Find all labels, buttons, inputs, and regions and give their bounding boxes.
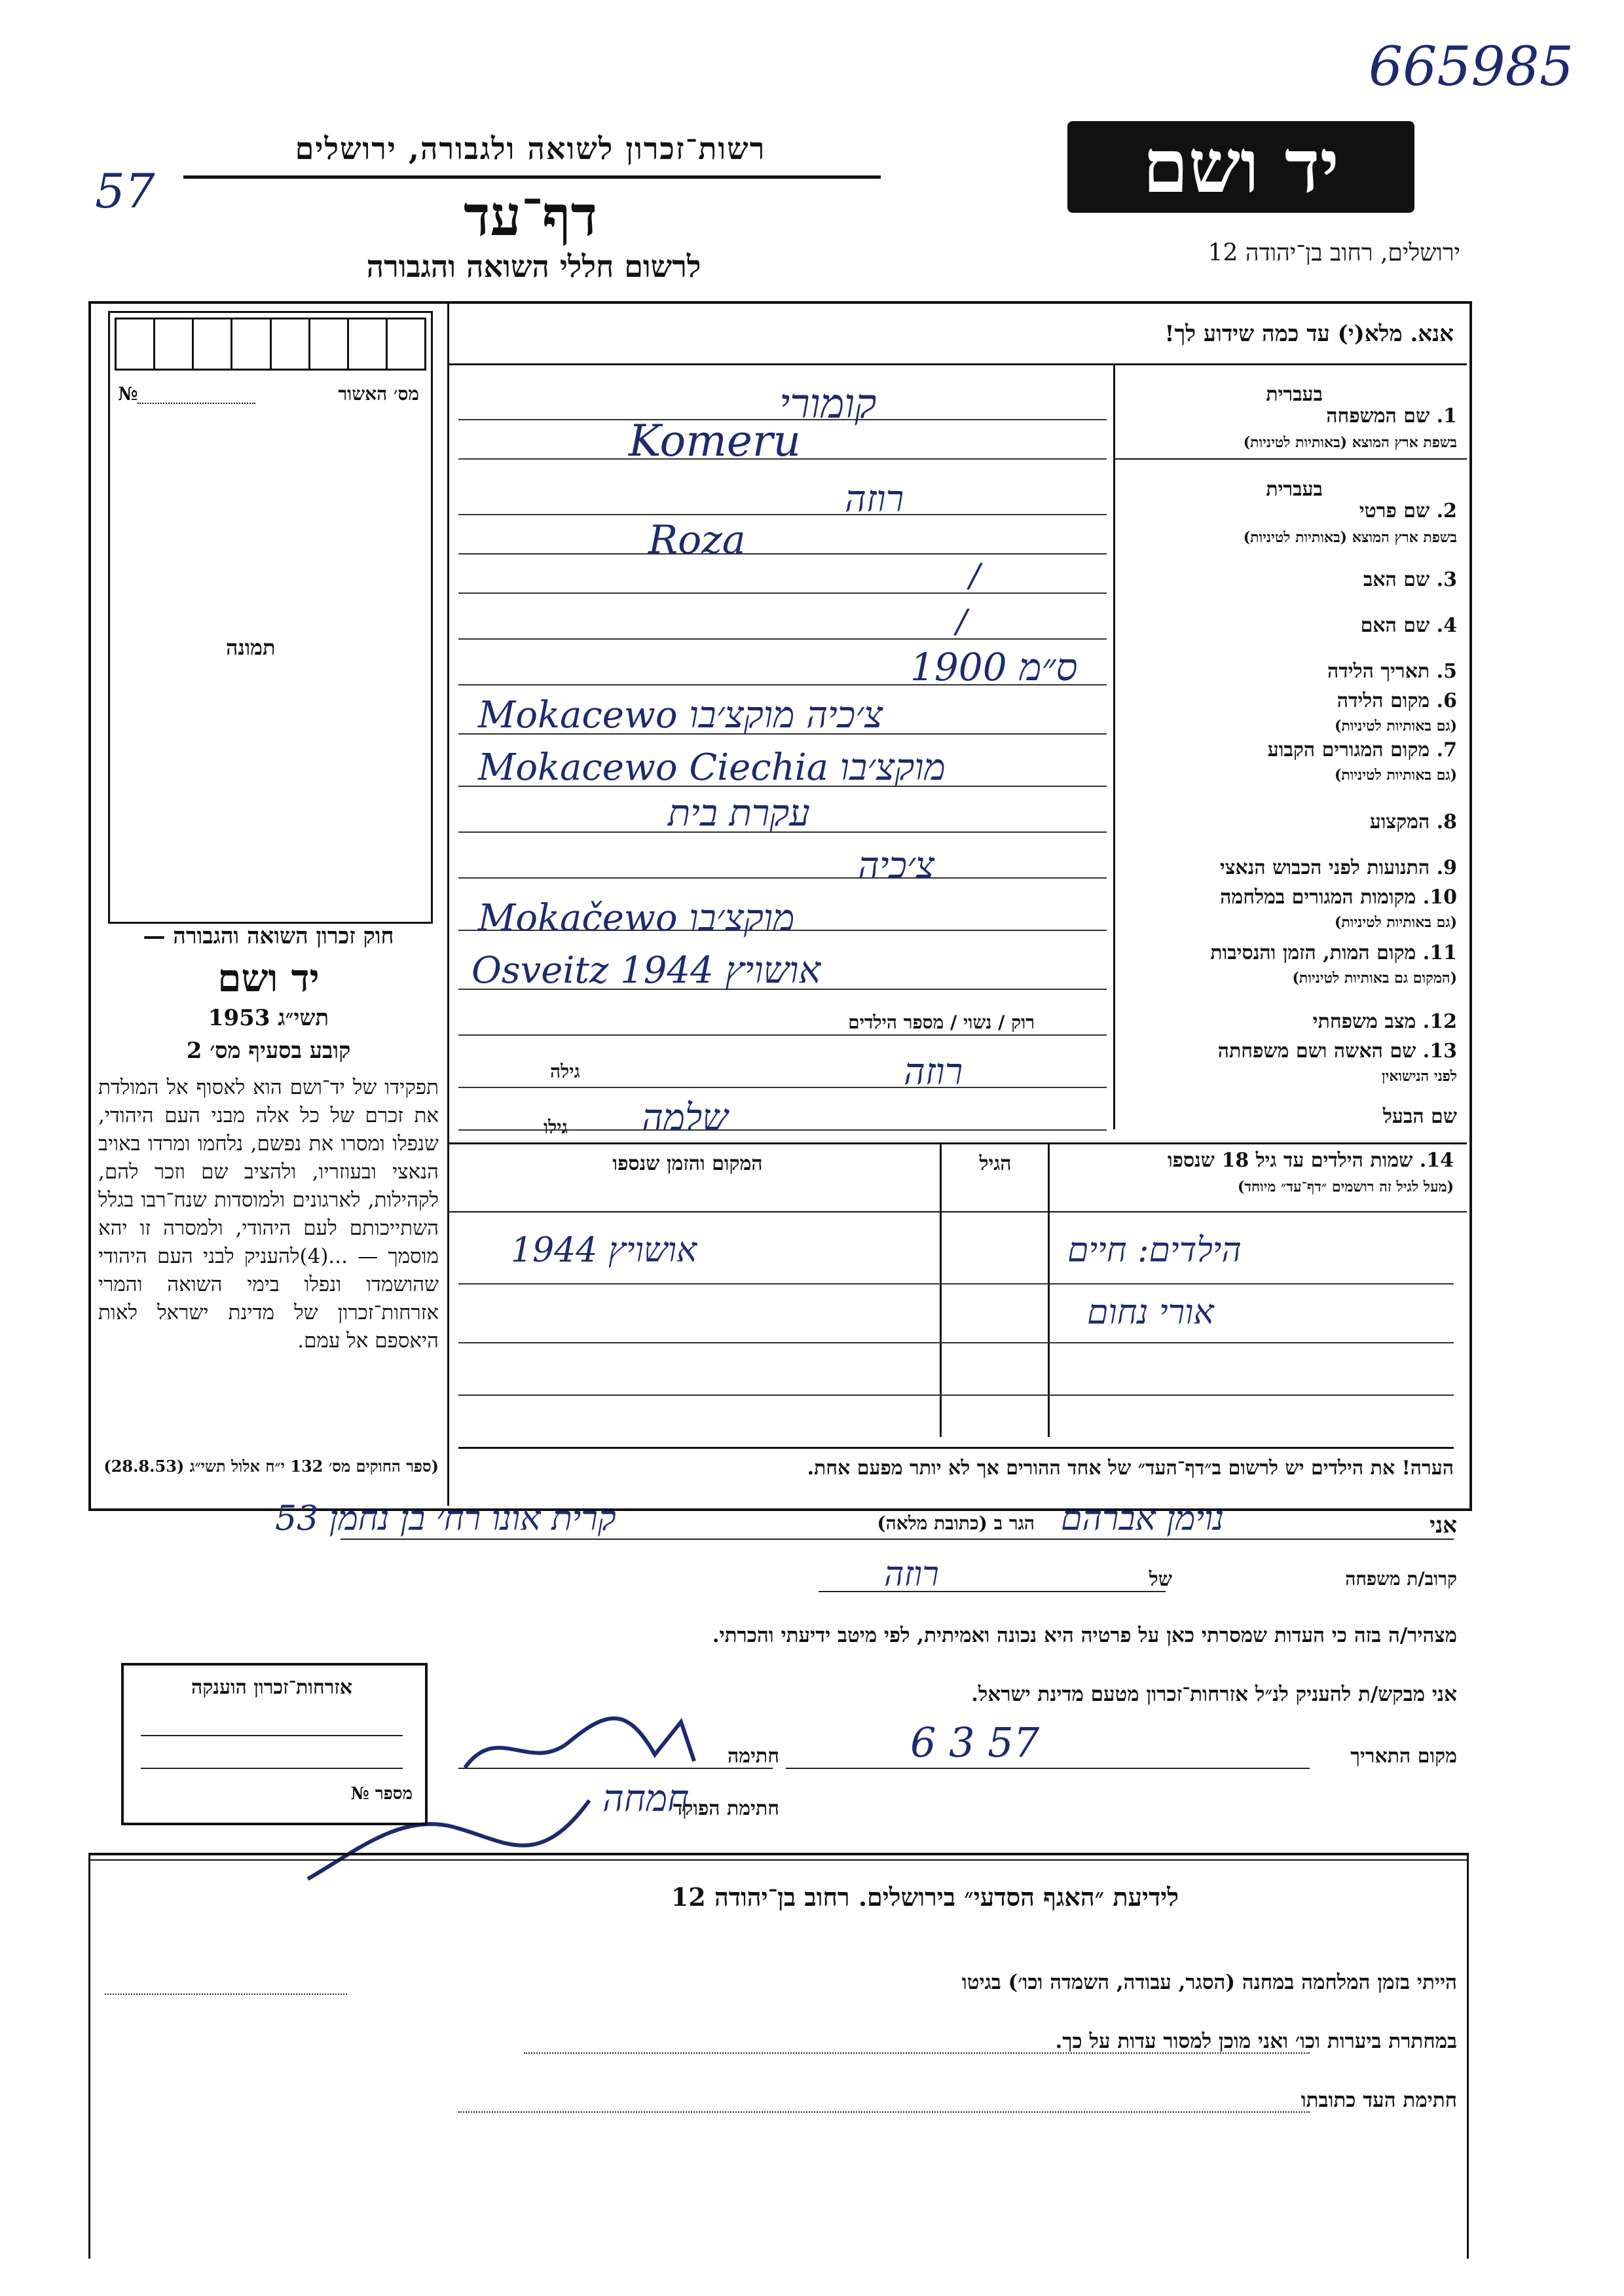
residence-value[interactable]: Mokacewo Ciechia מוקצ׳בו bbox=[478, 746, 946, 789]
field-label-wartime-residence: 10. מקומות המגורים במלחמה bbox=[1220, 886, 1457, 909]
field-label-wife-name: 13. שם האשה ושם משפחתה bbox=[1217, 1040, 1457, 1063]
law-title: חוק זכרון השואה והגבורה — bbox=[143, 923, 394, 949]
law-year: תשי״ג 1953 bbox=[208, 1005, 329, 1031]
first-name-hebrew-line[interactable] bbox=[458, 514, 1107, 515]
archive-stamp-number: 665985 bbox=[1369, 36, 1574, 98]
law-clause: קובע בסעיף מס׳ 2 bbox=[186, 1038, 351, 1064]
photo-label: תמונה bbox=[226, 635, 276, 660]
children-place-header: המקום והזמן שנספו bbox=[612, 1152, 763, 1175]
confirmation-number-boxes[interactable] bbox=[115, 318, 426, 371]
field-label-residence: 7. מקום המגורים הקבוע bbox=[1267, 738, 1457, 761]
father-line[interactable] bbox=[458, 592, 1107, 594]
relation-value[interactable]: רוזה bbox=[884, 1555, 939, 1594]
bottom-notice: לידיעת ״האגף הסדעי״ בירושלים. רחוב בן־יהודה 12 bbox=[671, 1882, 1179, 1912]
in-hebrew-label: בעברית bbox=[1266, 383, 1323, 406]
confirmation-field[interactable] bbox=[138, 403, 255, 404]
wife-name-line[interactable] bbox=[458, 1087, 1107, 1088]
page-subtitle: לרשום חללי השואה והגבורה bbox=[366, 249, 701, 284]
law-organization: יד ושם bbox=[217, 956, 320, 1000]
citizenship-box-number: מספר № bbox=[350, 1784, 413, 1804]
movements-value[interactable]: צ׳כיה bbox=[858, 845, 935, 887]
bottom-line-3: חתימת העד כתובתו bbox=[1301, 2088, 1457, 2112]
statement-2: אני מבקש/ת להעניק לנ״ל אזרחות־זכרון מטעם מדינת ישראל. bbox=[971, 1683, 1457, 1706]
family-name-hebrew-value[interactable]: קומורי bbox=[779, 380, 877, 428]
movements-line[interactable] bbox=[458, 877, 1107, 879]
birth-date-value[interactable]: 1900 ס״מ bbox=[910, 645, 1078, 689]
officer-label: חתימת הפוקד bbox=[673, 1797, 779, 1820]
confirmation-no-label: № bbox=[118, 383, 138, 405]
form-note: הערה! את הילדים יש לרשום ב״דף־העד״ של אחד ההורים אך לא יותר מפעם אחת. bbox=[458, 1447, 1454, 1496]
field-label-mother: 4. שם האם bbox=[1360, 614, 1457, 637]
declarant-line bbox=[341, 1539, 1454, 1540]
bottom-left-border bbox=[88, 1853, 90, 2259]
field-label-death: 11. מקום המות, הזמן והנסיבות bbox=[1210, 941, 1457, 964]
husband-age-label: גילו bbox=[544, 1116, 568, 1138]
field-sub-first-name: בשפת ארץ המוצא (באותיות לטיניות) bbox=[1243, 529, 1457, 546]
relation-label: קרוב/ת משפחה bbox=[1345, 1568, 1457, 1590]
bottom-right-border bbox=[1467, 1853, 1469, 2259]
citizenship-box-title: אזרחות־זכרון הוענקה bbox=[191, 1676, 353, 1699]
birth-place-value[interactable]: Mokacewo צ׳כיה מוקצ׳בו bbox=[478, 694, 883, 737]
wife-name-value[interactable]: רוזה bbox=[904, 1051, 963, 1093]
field-label-family-name: 1. שם המשפחה bbox=[1326, 405, 1457, 428]
citizenship-line-1[interactable] bbox=[141, 1735, 403, 1736]
children-row-2-line[interactable] bbox=[458, 1342, 1454, 1343]
field-sub-birth-place: (גם באותיות לטיניות) bbox=[1334, 718, 1457, 735]
first-name-latin-line[interactable] bbox=[458, 553, 1107, 555]
bottom-field-underground[interactable] bbox=[524, 2052, 1310, 2054]
field-sub-death: (המקום גם באותיות לטיניות) bbox=[1292, 970, 1457, 987]
statement-1: מצהיר/ה בזה כי העדות שמסרתי כאן על פרטיה היא נכונה ואמיתית, לפי מיטב ידיעתי והכרתי. bbox=[712, 1624, 1457, 1647]
mother-line[interactable] bbox=[458, 638, 1107, 640]
date-value[interactable]: 6 3 57 bbox=[910, 1719, 1040, 1766]
bottom-separator-2 bbox=[88, 1859, 1467, 1861]
yad-vashem-logo: יד ושם bbox=[1067, 121, 1414, 213]
children-row-separator bbox=[447, 1211, 1467, 1212]
bottom-line-1: הייתי בזמן המלחמה במחנה (הסגר, עבודה, השמדה וכו׳) בגיטו bbox=[961, 1971, 1457, 1994]
children-table-top bbox=[447, 1142, 1467, 1144]
bottom-separator bbox=[88, 1853, 1467, 1855]
child-name-1[interactable]: הילדים: חיים bbox=[1067, 1231, 1242, 1270]
family-status-options[interactable]: רוק / נשוי / מספר הילדים bbox=[848, 1011, 1035, 1033]
row-separator bbox=[1113, 458, 1467, 460]
side-number: 57 bbox=[95, 164, 155, 219]
children-column-border bbox=[940, 1142, 942, 1437]
bottom-field-ghetto[interactable] bbox=[105, 1994, 347, 1995]
authority-underline bbox=[183, 175, 881, 179]
father-value[interactable]: / bbox=[969, 556, 980, 594]
officer-value[interactable]: חמחה bbox=[602, 1777, 690, 1820]
field-label-profession: 8. המקצוע bbox=[1369, 811, 1457, 833]
children-row-3-line[interactable] bbox=[458, 1394, 1454, 1396]
law-source: (ספר החוקים מס׳ 132 י״ח אלול תשי״ג (28.8.53) bbox=[103, 1457, 439, 1476]
field-sub-wife-name: לפני הנישואין bbox=[1381, 1068, 1457, 1085]
family-status-line[interactable] bbox=[458, 1034, 1107, 1036]
wartime-residence-value[interactable]: Mokačewo מוקצ׳בו bbox=[478, 897, 795, 939]
first-name-latin-value[interactable]: Roza bbox=[648, 517, 746, 563]
field-sub-residence: (גם באותיות לטיניות) bbox=[1334, 767, 1457, 784]
page-title: דף־עד bbox=[463, 183, 597, 248]
declarant-label: אני bbox=[1430, 1512, 1457, 1539]
children-names-header: 14. שמות הילדים עד גיל 18 שנספו bbox=[1167, 1149, 1454, 1172]
field-label-birth-date: 5. תאריך הלידה bbox=[1327, 660, 1457, 683]
citizenship-line-2[interactable] bbox=[141, 1768, 403, 1769]
field-label-father: 3. שם האב bbox=[1363, 568, 1457, 591]
label-column-border bbox=[1113, 363, 1115, 1129]
field-label-family-status: 12. מצב משפחתי bbox=[1312, 1010, 1457, 1033]
confirmation-label: מס׳ האשור bbox=[338, 383, 419, 405]
children-row-1-line[interactable] bbox=[458, 1283, 1454, 1285]
child-place-1[interactable]: אושויץ 1944 bbox=[511, 1231, 697, 1270]
children-age-header: הגיל bbox=[979, 1152, 1012, 1175]
mother-value[interactable]: / bbox=[956, 602, 967, 640]
date-line bbox=[786, 1768, 1310, 1769]
authority-name: רשות־זכרון לשואה ולגבורה, ירושלים bbox=[295, 131, 766, 166]
field-sub-wartime-residence: (גם באותיות לטיניות) bbox=[1334, 914, 1457, 931]
residing-value[interactable]: קרית אונו רח׳ בן נחמן 53 bbox=[275, 1499, 616, 1539]
declarant-signature bbox=[458, 1696, 720, 1781]
family-name-latin-value[interactable]: Komeru bbox=[629, 416, 801, 466]
husband-name-value[interactable]: שלמה bbox=[642, 1097, 728, 1139]
form-top-border bbox=[447, 363, 1467, 365]
bottom-line-2: במחתרת ביערות וכו׳ ואני מוכן למסור עדות על כך. bbox=[1055, 2030, 1457, 2053]
residing-label: הגר ב (כתובת מלאה) bbox=[877, 1512, 1035, 1534]
field-label-movements: 9. התנועות לפני הכבוש הנאצי bbox=[1219, 856, 1457, 879]
death-place-value[interactable]: Osveitz אושויץ 1944 bbox=[471, 949, 821, 992]
signature-label: חתימה bbox=[728, 1745, 779, 1768]
of-label: של bbox=[1149, 1568, 1172, 1591]
children-names-subheader: (מעל לגיל זה רושמים ״דף־עד״ מיוחד) bbox=[1237, 1178, 1454, 1195]
in-hebrew-label-2: בעברית bbox=[1266, 478, 1323, 501]
wife-age-label: גילה bbox=[550, 1061, 580, 1082]
field-label-first-name: 2. שם פרטי bbox=[1359, 500, 1457, 522]
child-name-2[interactable]: אורי נחום bbox=[1087, 1293, 1214, 1332]
place-date-label: מקום התאריך bbox=[1350, 1745, 1457, 1768]
field-label-birth-place: 6. מקום הלידה bbox=[1337, 689, 1457, 712]
first-name-hebrew-value[interactable]: רוזה bbox=[845, 478, 904, 520]
children-column-border-2 bbox=[1048, 1142, 1050, 1437]
field-sub-family-name: בשפת ארץ המוצא (באותיות לטיניות) bbox=[1243, 434, 1457, 451]
form-instruction: אנא. מלא(י) עד כמה שידוע לך! bbox=[1164, 321, 1454, 347]
field-label-husband-name: שם הבעל bbox=[1382, 1105, 1457, 1128]
relation-line bbox=[819, 1591, 1166, 1592]
law-text: תפקידו של יד־ושם הוא לאסוף אל המולדת את זכרם של כל אלה מבני העם היהודי, שנפלו ומסרו את נפשם, נלחמו ומרדו באויב הנאצי ובעוזריו, ולהציב שם וזכר להם, לקהילות, לארגונים ולמוסדות שנח־רבו בגלל השתייכותם לעם היהודי, ולמסרה זו יהא מוסמך — ...(4)להעניק לבני העם היהודי שהושמדו ונפלו בימי השואה והמרי אזרחות־זכרון של מדינת ישראל לאות היאספם אל עמם. bbox=[98, 1076, 439, 1353]
bottom-field-witness[interactable] bbox=[458, 2111, 1310, 2113]
header-address: ירושלים, רחוב בן־יהודה 12 bbox=[1208, 240, 1460, 266]
profession-value[interactable]: עקרת בית bbox=[668, 792, 810, 835]
declarant-name[interactable]: נוימן אברהם bbox=[1061, 1499, 1225, 1539]
